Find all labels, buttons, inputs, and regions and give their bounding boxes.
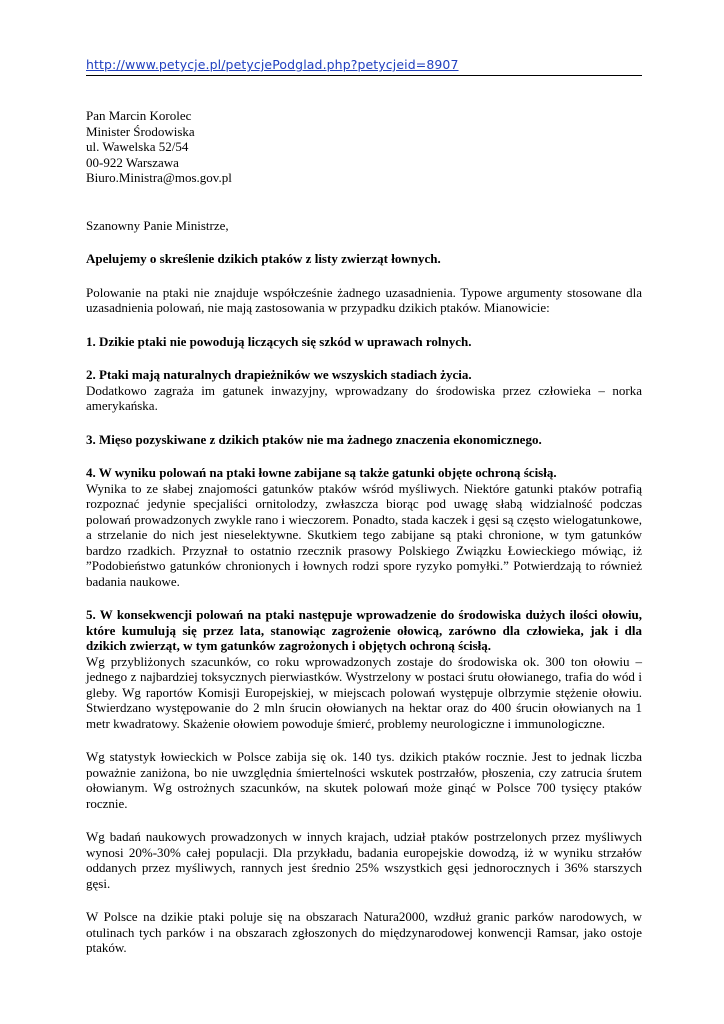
stats-paragraph: Wg statystyk łowieckich w Polsce zabija się ok. 140 tys. dzikich ptaków rocznie. Jest to jednak liczba poważnie zaniżona, bo nie uwzględnia śmiertelności wskutek postrzałów, płoszenia, czy zatrucia śrutem ołowianym. Wg ostrożnych szacunków, na skutek polowań może ginąć w Polsce 700 tysięcy ptaków rocznie. [86,749,642,811]
natura-paragraph: W Polsce na dzikie ptaki poluje się na obszarach Natura2000, wzdłuż granic parków narodowych, w otulinach tych parków i na obszarach zgłoszonych do międzynarodowej konwencji Ramsar, jako ostoje ptaków. [86,909,642,955]
recipient-address [86,108,642,186]
point-5-heading: 5. W konsekwencji polowań na ptaki następuje wprowadzenie do środowiska dużych ilości ołowiu, które kumulują się przez lata, stanowiąc zagrożenie ołowicą, zarówno dla człowieka, jak i dla dzikich zwierząt, w tym gatunków zagrożonych i objętych ochroną ścisłą. [86,607,642,653]
point-2-text: Dodatkowo zagraża im gatunek inwazyjny, wprowadzany do środowiska przez człowieka – norka amerykańska. [86,382,642,413]
appeal-heading: Apelujemy o skreślenie dzikich ptaków z listy zwierząt łownych. [86,251,441,266]
point-1-heading: 1. Dzikie ptaki nie powodują liczących się szkód w uprawach rolnych. [86,333,472,349]
petition-url-link[interactable]: http://www.petycje.pl/petycjePodglad.php?petycjeid=8907 [86,57,459,72]
point-4-heading: 4. W wyniku polowań na ptaki łowne zabijane są także gatunki objęte ochroną ścisłą. [86,465,557,480]
research-paragraph: Wg badań naukowych prowadzonych w innych krajach, udział ptaków postrzelonych przez myśliwych wynosi 20%-30% całej populacji. Dla przykładu, badania europejskie dowodzą, iż w wyniku strzałów oddanych przez myśliwych, rannych jest średnio 25% wszystkich gęsi jednorocznych i 36% starszych gęsi. [86,829,642,891]
letter-body [86,108,642,956]
address-line: Minister Środowiska [86,123,195,139]
point-3-heading: 3. Mięso pozyskiwane z dzikich ptaków nie ma żadnego znaczenia ekonomicznego. [86,431,542,447]
address-line: 00-922 Warszawa [86,154,179,170]
address-line: ul. Wawelska 52/54 [86,139,189,154]
page-header [86,57,642,76]
greeting: Szanowny Panie Ministrze, [86,217,229,233]
point-5-text: Wg przybliżonych szacunków, co roku wprowadzonych zostaje do środowiska ok. 300 ton ołowiu – jednego z najbardziej toksycznych pierwiastków. Wystrzelony w postaci śrutu ołowianego, trafia do wód i gleby. Wg raportów Komisji Europejskiej, w miejscach polowań występuje olbrzymie stężenie ołowiu. Stwierdzano występowanie do 2 mln śrucin ołowianych na hektar oraz do 400 śrucin ołowianych na 1 metr kwadratowy. Skażenie ołowiem powoduje śmierć, problemy neurologiczne i immunologiczne. [86,653,642,731]
address-email: Biuro.Ministra@mos.gov.pl [86,170,232,185]
intro-paragraph: Polowanie na ptaki nie znajduje współcześnie żadnego uzasadnienia. Typowe argumenty stosowane dla uzasadnienia polowań, nie mają zastosowania w przypadku dzikich ptaków. Mianowicie: [86,284,642,315]
point-4-text: Wynika to ze słabej znajomości gatunków ptaków wśród myśliwych. Niektóre gatunki ptaków potrafią rozpoznać jedynie specjaliści ornitolodzy, zwłaszcza biorąc pod uwagę słabą widzialność podczas polowań prowadzonych zwykle rano i wieczorem. Ponadto, stada kaczek i gęsi są często wielogatunkowe, a strzelanie do nich jest nieselektywne. Skutkiem tego zabijane są ptaki chronione, w tym gatunków bardzo rzadkich. Przyznał to ostatnio rzecznik prasowy Polskiego Związku Łowieckiego mówiąc, iż ”Podobieństwo gatunków chronionych i łownych rodzi spore ryzyko pomyłki.” Potwierdzają to również badania naukowe. [86,480,642,589]
address-line: Pan Marcin Korolec [86,108,192,123]
point-2-heading: 2. Ptaki mają naturalnych drapieżników we wszyskich stadiach życia. [86,367,472,382]
